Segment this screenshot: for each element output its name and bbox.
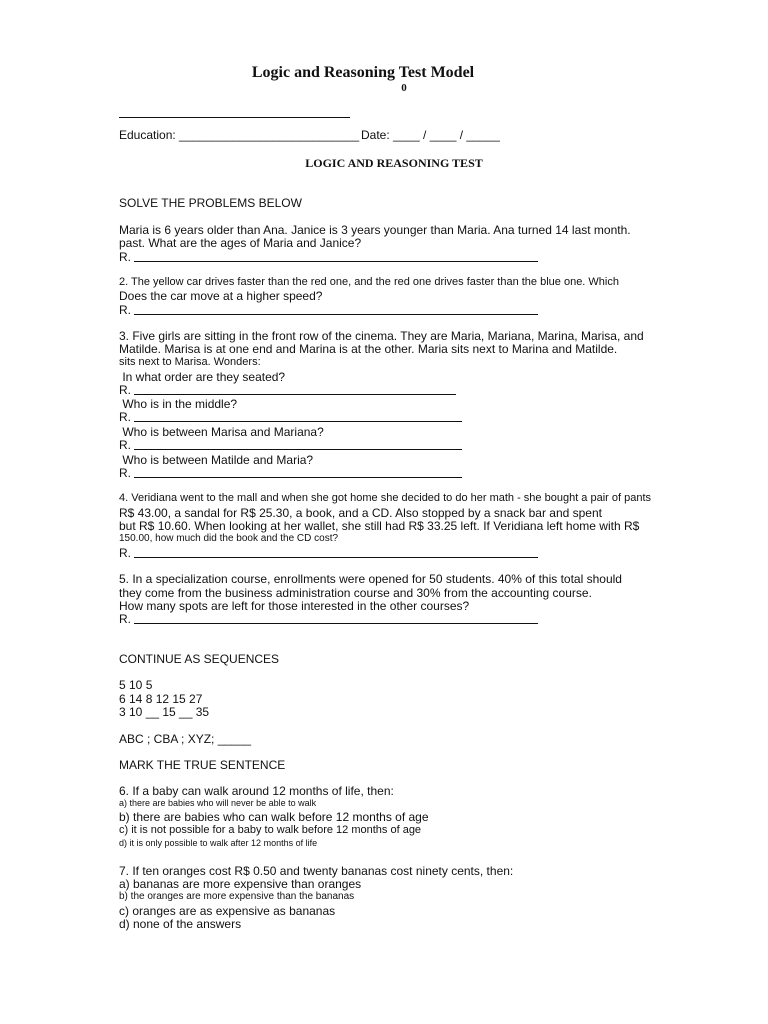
problem-4-line: but R$ 10.60. When looking at her wallet, she still had R$ 33.25 left. If Veridiana left home with R$	[119, 519, 640, 533]
answer-line	[134, 557, 538, 558]
answer-line	[134, 477, 462, 478]
section-heading-sequences: CONTINUE AS SEQUENCES	[119, 652, 280, 666]
problem-3-question: Who is between Marisa and Mariana?	[119, 425, 324, 439]
question-7: 7. If ten oranges cost R$ 0.50 and twenty bananas cost ninety cents, then:	[119, 864, 514, 878]
answer-line	[134, 623, 538, 624]
problem-3-line: 3. Five girls are sitting in the front row of the cinema. They are Maria, Mariana, Marina, Marisa, and	[119, 329, 644, 343]
answer-prefix: R.	[119, 612, 131, 626]
answer-prefix: R.	[119, 466, 131, 480]
problem-3-line: sits next to Marisa. Wonders:	[119, 356, 261, 368]
answer-line	[134, 261, 538, 262]
name-line	[119, 117, 350, 118]
sequence-item: 3 10 __ 15 __ 35	[119, 705, 210, 719]
problem-3-question: Who is between Matilde and Maria?	[119, 453, 314, 467]
education-field: Education: ___________________________	[119, 128, 360, 142]
question-7-option: a) bananas are more expensive than oranges	[119, 877, 362, 891]
problem-1-line: Maria is 6 years older than Ana. Janice is 3 years younger than Maria. Ana turned 14 last month.	[119, 223, 631, 237]
question-6-option: a) there are babies who will never be able to walk	[119, 798, 317, 808]
answer-prefix: R.	[119, 410, 131, 424]
answer-line	[134, 314, 538, 315]
question-7-option: c) oranges are as expensive as bananas	[119, 904, 336, 918]
page-number: 0	[401, 82, 407, 94]
problem-3-question: Who is in the middle?	[119, 397, 238, 411]
date-field: Date: ____ / ____ / _____	[361, 128, 500, 142]
problem-2-line: 2. The yellow car drives faster than the red one, and the red one drives faster than the blue one. Which	[119, 276, 619, 288]
question-6-option: c) it is not possible for a baby to walk before 12 months of age	[119, 824, 422, 836]
sequence-item: 6 14 8 12 15 27	[119, 692, 203, 706]
sequence-item: ABC ; CBA ; XYZ; _____	[119, 732, 252, 746]
answer-prefix: R.	[119, 546, 131, 560]
answer-prefix: R.	[119, 303, 131, 317]
problem-4-line: R$ 43.00, a sandal for R$ 25.30, a book, and a CD. Also stopped by a snack bar and spent	[119, 506, 602, 520]
page-title: Logic and Reasoning Test Model	[251, 64, 475, 81]
question-7-option: d) none of the answers	[119, 917, 242, 931]
question-7-option: b) the oranges are more expensive than the bananas	[119, 891, 355, 902]
question-6-option: b) there are babies who can walk before 12 months of age	[119, 810, 429, 824]
answer-prefix: R.	[119, 250, 131, 264]
section-heading-solve: SOLVE THE PROBLEMS BELOW	[119, 196, 302, 210]
problem-3-line: Matilde. Marisa is at one end and Marina is at the other. Maria sits next to Marina and Matilde.	[119, 342, 618, 356]
answer-line	[134, 394, 456, 395]
problem-5-line: 5. In a specialization course, enrollments were opened for 50 students. 40% of this total should	[119, 572, 622, 586]
test-subtitle: LOGIC AND REASONING TEST	[305, 156, 483, 170]
problem-5-line: How many spots are left for those interested in the other courses?	[119, 599, 470, 613]
answer-line	[134, 449, 462, 450]
question-6: 6. If a baby can walk around 12 months of life, then:	[119, 784, 394, 798]
question-6-option: d) it is only possible to walk after 12 months of life	[119, 838, 318, 848]
problem-4-line: 150.00, how much did the book and the CD cost?	[119, 533, 339, 544]
answer-prefix: R.	[119, 438, 131, 452]
answer-prefix: R.	[119, 383, 131, 397]
section-heading-true: MARK THE TRUE SENTENCE	[119, 758, 286, 772]
problem-4-line: 4. Veridiana went to the mall and when she got home she decided to do her math - she bought a pair of pants	[119, 492, 652, 504]
problem-3-question: In what order are they seated?	[119, 370, 286, 384]
problem-1-line: past. What are the ages of Maria and Janice?	[119, 236, 362, 250]
problem-2-line: Does the car move at a higher speed?	[119, 289, 323, 303]
answer-line	[134, 421, 462, 422]
problem-5-line: they come from the business administration course and 30% from the accounting course.	[119, 586, 592, 600]
sequence-item: 5 10 5	[119, 678, 153, 692]
